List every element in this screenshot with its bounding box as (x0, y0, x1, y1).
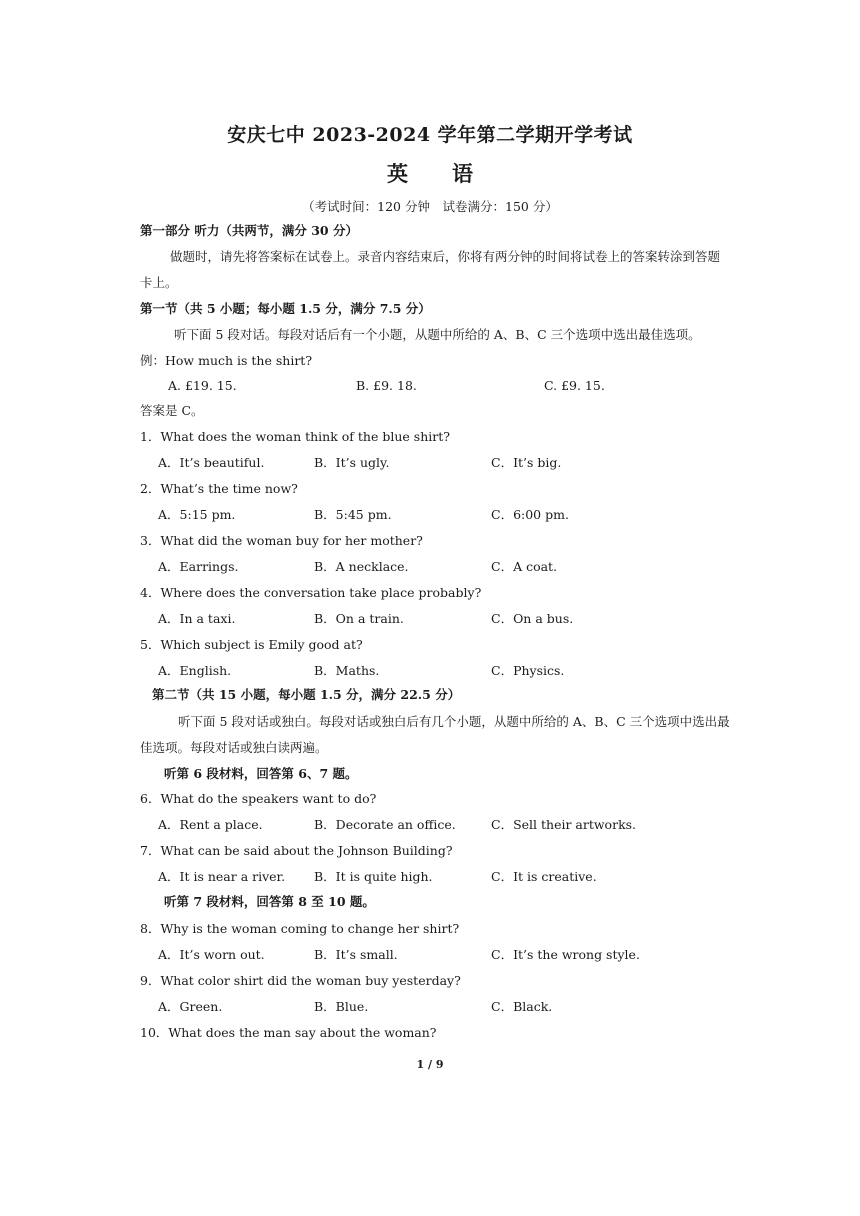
section1-instructions: 听下面 5 段对话。每段对话后有一个小题，从题中所给的 A、B、C 三个选项中选出最佳选项。 (174, 327, 701, 342)
question-stem: 2．What’s the time now? (140, 481, 298, 496)
option-b: B．On a train. (314, 611, 404, 626)
option-a: A．In a taxi. (158, 611, 236, 626)
question-stem: 7．What can be said about the Johnson Building? (140, 843, 453, 858)
question-options (158, 999, 778, 1015)
example-option-c: C. £9. 15. (544, 378, 605, 393)
question-stem: 10．What does the man say about the woman? (140, 1025, 437, 1040)
material-7-heading: 听第 7 段材料，回答第 8 至 10 题。 (164, 894, 375, 909)
question-stem: 4．Where does the conversation take place probably? (140, 585, 482, 600)
example-question: 例：How much is the shirt? (140, 353, 313, 368)
option-c: C．6:00 pm. (491, 507, 569, 522)
option-b: B．Blue. (314, 999, 369, 1014)
option-b: B．It is quite high. (314, 869, 433, 884)
option-a: A．5:15 pm. (158, 507, 236, 522)
section1-heading: 第一节（共 5 小题；每小题 1.5 分，满分 7.5 分） (140, 301, 431, 316)
option-a: A．It’s worn out. (158, 947, 265, 962)
example-option-a: A. £19. 15. (168, 378, 237, 393)
option-b: B．5:45 pm. (314, 507, 392, 522)
question-options (158, 559, 778, 575)
question-stem: 8．Why is the woman coming to change her shirt? (140, 921, 460, 936)
option-b: B．Maths. (314, 663, 380, 678)
example-option-b: B. £9. 18. (356, 378, 417, 393)
option-c: C．Black. (491, 999, 553, 1014)
exam-title: 安庆七中 2023-2024 学年第二学期开学考试 (227, 124, 633, 146)
question-options (158, 663, 778, 679)
part1-heading: 第一部分 听力（共两节，满分 30 分） (140, 223, 358, 238)
section2-instructions-line1: 听下面 5 段对话或独白。每段对话或独白后有几个小题，从题中所给的 A、B、C 三个选项中选出最 (178, 714, 730, 729)
example-options (168, 378, 788, 394)
option-a: A．Earrings. (158, 559, 239, 574)
option-c: C．On a bus. (491, 611, 574, 626)
question-options (158, 455, 778, 471)
option-c: C．Physics. (491, 663, 565, 678)
option-b: B．A necklace. (314, 559, 409, 574)
question-stem: 3．What did the woman buy for her mother? (140, 533, 423, 548)
material-6-heading: 听第 6 段材料，回答第 6、7 题。 (164, 766, 358, 781)
exam-info: （考试时间：120 分钟 试卷满分：150 分） (302, 199, 558, 214)
page-number: 1 / 9 (416, 1058, 444, 1071)
question-stem: 6．What do the speakers want to do? (140, 791, 377, 806)
question-options (158, 817, 778, 833)
option-c: C．Sell their artworks. (491, 817, 637, 832)
question-stem: 5．Which subject is Emily good at? (140, 637, 363, 652)
option-c: C．It’s big. (491, 455, 562, 470)
example-answer: 答案是 C。 (140, 403, 204, 418)
option-a: A．It is near a river. (158, 869, 286, 884)
option-c: C．It is creative. (491, 869, 597, 884)
question-options (158, 507, 778, 523)
exam-subject: 英语 (387, 161, 517, 186)
option-b: B．Decorate an office. (314, 817, 456, 832)
question-stem: 9．What color shirt did the woman buy yesterday? (140, 973, 461, 988)
option-a: A．Rent a place. (158, 817, 263, 832)
section2-heading: 第二节（共 15 小题，每小题 1.5 分，满分 22.5 分） (152, 687, 461, 702)
option-a: A．English. (158, 663, 232, 678)
option-c: C．A coat. (491, 559, 558, 574)
question-options (158, 611, 778, 627)
question-stem: 1．What does the woman think of the blue shirt? (140, 429, 450, 444)
option-a: A．It’s beautiful. (158, 455, 265, 470)
option-a: A．Green. (158, 999, 223, 1014)
option-c: C．It’s the wrong style. (491, 947, 640, 962)
part1-instructions-line1: 做题时，请先将答案标在试卷上。录音内容结束后，你将有两分钟的时间将试卷上的答案转涂到答题 (170, 249, 721, 264)
option-b: B．It’s small. (314, 947, 398, 962)
question-options (158, 947, 778, 963)
option-b: B．It’s ugly. (314, 455, 390, 470)
question-options (158, 869, 778, 885)
section2-instructions-line2: 佳选项。每段对话或独白读两遍。 (140, 740, 328, 755)
part1-instructions-line2: 卡上。 (140, 275, 178, 290)
